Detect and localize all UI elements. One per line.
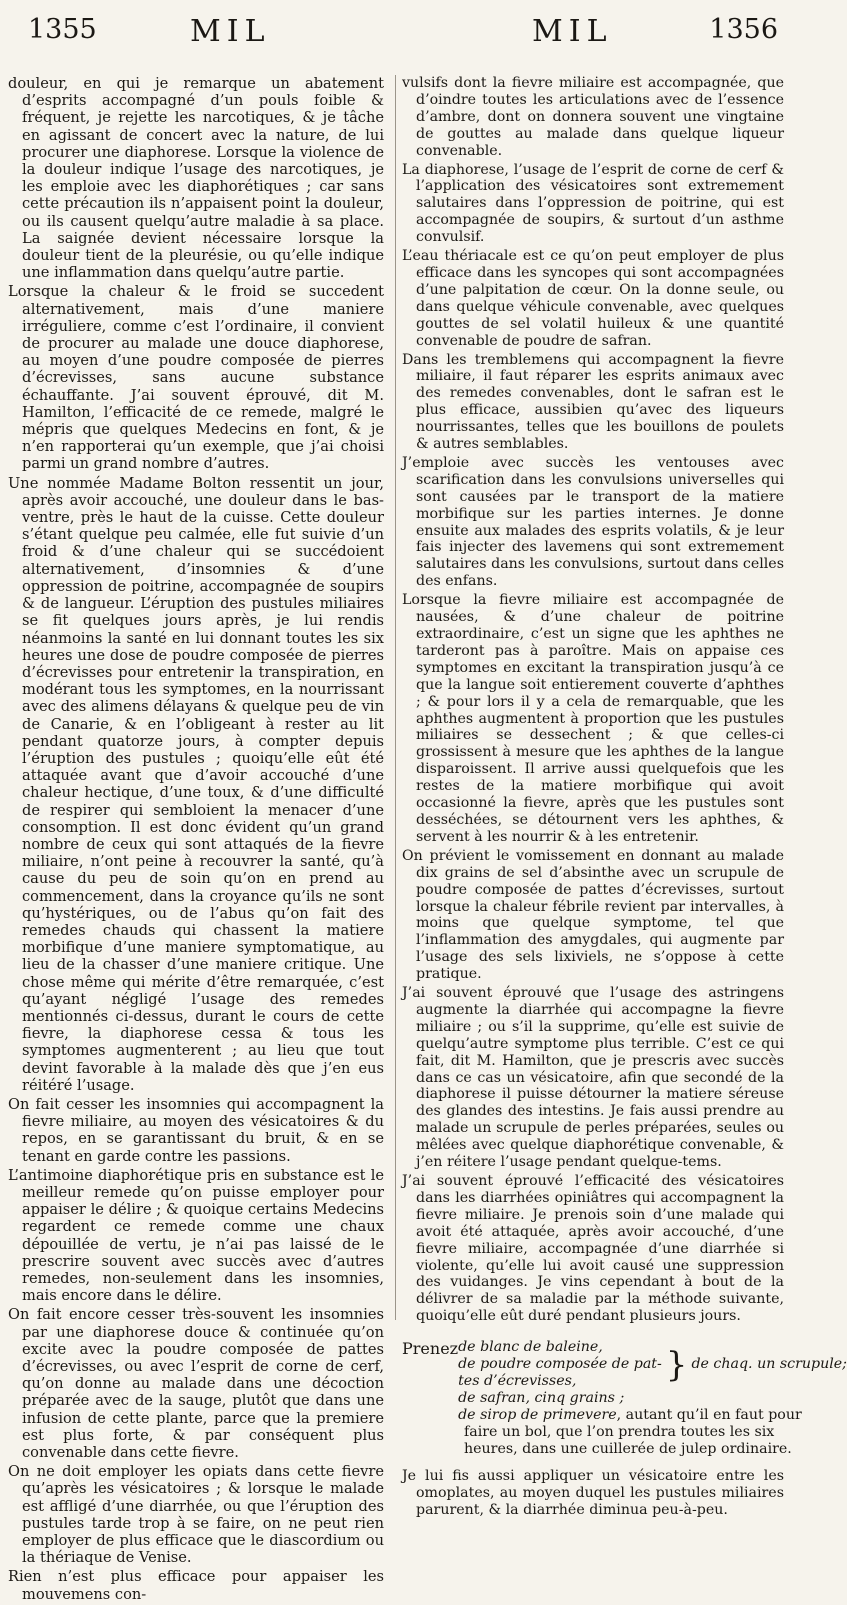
paragraph: Dans les tremblemens qui accompagnent la fievre miliaire, il faut réparer les esprits animaux avec des remedes convenables, dont le safran est le plus efficace, aussibien qu’avec des liqueurs nourrissantes, telles que les bouillons de poulets & autres semblables. <box>402 351 784 453</box>
paragraph: Lorsque la chaleur & le froid se succedent alternativement, mais d’une maniere irréguliere, comme c’est l’ordinaire, il convient de procurer au malade une douce diaphorese, au moyen d’une poudre composée de pierres d’écrevisses, sans aucune substance échauffante. J’ai souvent éprouvé, dit M. Hamilton, l’efficacité de ce remede, malgré le mépris que quelques Medecins en font, & je n’en rapporterai qu’un exemple, que j’ai choisi parmi un grand nombre d’autres. <box>8 283 384 473</box>
page-number-right: 1356 <box>709 14 778 45</box>
running-title-right: MIL <box>532 14 613 49</box>
paragraph: On ne doit employer les opiats dans cette fievre qu’après les vésicatoires ; & lorsque le malade est affligé d’une diarrhée, ou que l’éruption des pustules tarde trop à se faire, on ne peut rien employer de plus efficace que le diascordium ou la thériaque de Venise. <box>8 1463 384 1567</box>
paragraph: L’eau thériacale est ce qu’on peut employer de plus efficace dans les syncopes qui sont accompagnées d’une palpitation de cœur. On la donne seule, ou dans quelque véhicule convenable, avec quelques gouttes de sel volatil huileux & une quantité convenable de poudre de safran. <box>402 248 784 349</box>
recipe-brace-text: de chaq. un scrupule; <box>691 1356 847 1373</box>
recipe-line: de safran, cinq grains ; <box>458 1390 625 1407</box>
paragraph: Une nommée Madame Bolton ressentit un jour, après avoir accouché, une douleur dans le bas-ventre, près le haut de la cuisse. Cette douleur s’étant quelque peu calmée, elle fut suivie d’un froid & d’une chaleur qui se succédoient alternativement, d’insomnies & d’une oppression de poitrine, accompagnée de soupirs & de langueur. L’éruption des pustules miliaires se fit quelques jours après, je lui rendis néanmoins la santé en lui donnant toutes les six heures une dose de poudre composée de pierres d’écrevisses pour entretenir la transpiration, en modérant tous les symptomes, en la nourrissant avec des alimens délayans & quelque peu de vin de Canarie, & en l’obligeant à rester au lit pendant quatorze jours, à compter depuis l’éruption des pustules ; quoiqu’elle eût été attaquée avant que d’avoir accouché d’une chaleur hectique, d’une toux, & d’une difficulté de respirer qui sembloient la menacer d’une consomption. Il est donc évident qu’un grand nombre de ceux qui sont attaqués de la fievre miliaire, n’ont peine à recouvrer la santé, qu’à cause du peu de soin qu’on en prend au commencement, dans la croyance qu’ils ne sont qu’hystériques, ou de l’abus qu’on fait des remedes chauds qui chassent la matiere morbifique d’une maniere symptomatique, au lieu de la chasser d’une maniere critique. Une chose même qui mérite d’être remarquée, c’est qu’ayant négligé l’usage des remedes mentionnés ci-dessus, durant le cours de cette fievre, la diaphorese cessa & tous les symptomes augmenterent ; au lieu que tout devint favorable à la malade dès que j’en eus réitéré l’usage. <box>8 474 384 1094</box>
running-title-left: MIL <box>190 14 271 49</box>
closing-paragraph: Je lui fis aussi appliquer un vésicatoire entre les omoplates, au moyen duquel les pustules miliaires parurent, & la diarrhée diminua peu-à-peu. <box>402 1468 784 1518</box>
paragraph: On prévient le vomissement en donnant au malade dix grains de sel d’absinthe avec un scrupule de poudre composée de pattes d’écrevisses, surtout lorsque la chaleur fébrile revient par intervalles, à moins que quelque symptome, tel que l’inflammation des amygdales, qui augmente par l’usage des sels lixiviels, ne s’oppose à cette pratique. <box>402 847 784 983</box>
paragraph: J’ai souvent éprouvé l’efficacité des vésicatoires dans les diarrhées opiniâtres qui accompagnent la fievre miliaire. Je prenois soin d’une malade qui avoit été attaquée, après avoir accouché, d’une fievre miliaire, accompagnée d’une diarrhée si violente, qu’elle lui avoit causé une suppression des vuidanges. Je vins cependant à bout de la délivrer de sa maladie par la méthode suivante, quoiqu’elle eût duré pendant plusieurs jours. <box>402 1173 784 1325</box>
recipe-block <box>402 1339 847 1458</box>
paragraph: La diaphorese, l’usage de l’esprit de corne de cerf & l’application des vésicatoires sont extremement salutaires dans l’oppression de poitrine, qui est accompagnée de soupirs, & surtout d’un asthme convulsif. <box>402 161 784 246</box>
running-header <box>20 8 780 64</box>
recipe-line: de blanc de baleine, <box>458 1339 603 1356</box>
recipe-line: tes d’écrevisses, <box>458 1373 577 1390</box>
paragraph: On fait cesser les insomnies qui accompagnent la fievre miliaire, au moyen des vésicatoires & du repos, en se garantissant du bruit, & en se tenant en garde contre les passions. <box>8 1095 384 1165</box>
paragraph: L’antimoine diaphorétique pris en substance est le meilleur remede qu’on puisse employer pour appaiser le délire ; & quoique certains Medecins regardent ce remede comme une chaux dépouillée de vertu, je n’ai pas laissé de le prescrire souvent avec succès avec d’autres remedes, non-seulement dans les insomnies, mais encore dans le délire. <box>8 1166 384 1305</box>
recipe-line: de sirop de primevere <box>458 1407 617 1424</box>
paragraph: On fait encore cesser très-souvent les insomnies par une diaphorese douce & continuée qu’on excite avec la poudre composée de pattes d’écrevisses, ou avec l’esprit de corne de cerf, qu’on donne au malade dans une décoction préparée avec de la sauge, plutôt que dans une infusion de cette plante, parce que la premiere est plus forte, & par conséquent plus convenable dans cette fievre. <box>8 1306 384 1462</box>
paragraph: J’ai souvent éprouvé que l’usage des astringens augmente la diarrhée qui accompagne la fievre miliaire ; ou s’il la supprime, qu’elle est suivie de quelqu’autre symptome plus terrible. C’est ce qui fait, dit M. Hamilton, que je prescris avec succès dans ce cas un vésicatoire, afin que secondé de la diaphorese il puisse détourner la matiere séreuse des glandes des intestins. Je fais aussi prendre au malade un scrupule de perles préparées, seules ou mêlées avec quelque diaphorétique convenable, & j’en réitere l’usage pendant quelque-tems. <box>402 985 784 1171</box>
recipe-line: , autant qu’il en faut pour <box>616 1407 802 1424</box>
paragraph: Lorsque la fievre miliaire est accompagnée de nausées, & d’une chaleur de poitrine extraordinaire, c’est un signe que les aphthes ne tarderont pas à paroître. Mais on appaise ces symptomes en excitant la transpiration jusqu’à ce que la langue soit entierement couverte d’aphthes ; & pour lors il y a cela de remarquable, que les aphthes augmentent à proportion que les pustules miliaires se dessechent ; & que celles-ci grossissent à mesure que les aphthes de la langue disparoissent. Il arrive aussi quelquefois que les restes de la matiere morbifique qui avoit occasionné la fievre, après que les pustules sont desséchées, se détournent vers les aphthes, & servent à les nourrir & à les entretenir. <box>402 592 784 845</box>
right-column <box>402 75 847 1521</box>
paragraph: douleur, en qui je remarque un abatement d’esprits accompagné d’un pouls foible & fréquent, je rejette les narcotiques, & je tâche en agissant de concert avec la nature, de lui procurer une diaphorese. Lorsque la violence de la douleur indique l’usage des narcotiques, je les emploie avec les diaphorétiques ; car sans cette précaution ils n’appaisent point la douleur, ou ils causent quelqu’autre maladie à sa place. La saignée devient nécessaire lorsque la douleur tient de la pleurésie, ou qu’elle indique une inflammation dans quelqu’autre partie. <box>8 75 384 282</box>
recipe-line: faire un bol, que l’on prendra toutes les six <box>464 1424 775 1441</box>
page-number-left: 1355 <box>28 14 97 45</box>
recipe-line: heures, dans une cuillerée de julep ordinaire. <box>464 1441 792 1458</box>
recipe-lead: Prenez <box>402 1339 459 1359</box>
left-column <box>8 75 384 1605</box>
paragraph: J’emploie avec succès les ventouses avec scarification dans les convulsions universelles qui sont causées par le transport de la matiere morbifique sur les parties internes. Je donne ensuite aux malades des esprits volatils, & je leur fais injecter des lavemens qui sont extremement salutaires dans les convulsions, surtout dans celles des enfans. <box>402 454 784 590</box>
paragraph: vulsifs dont la fievre miliaire est accompagnée, que d’oindre toutes les articulations avec de l’essence d’ambre, dont on donnera souvent une vingtaine de gouttes au malade dans quelque liqueur convenable. <box>402 75 784 159</box>
brace-glyph: } <box>665 1344 688 1385</box>
paragraph: Rien n’est plus efficace pour appaiser les mouvemens con- <box>8 1568 384 1603</box>
recipe-line: de poudre composée de pat- <box>458 1356 662 1373</box>
column-divider <box>395 75 396 1320</box>
